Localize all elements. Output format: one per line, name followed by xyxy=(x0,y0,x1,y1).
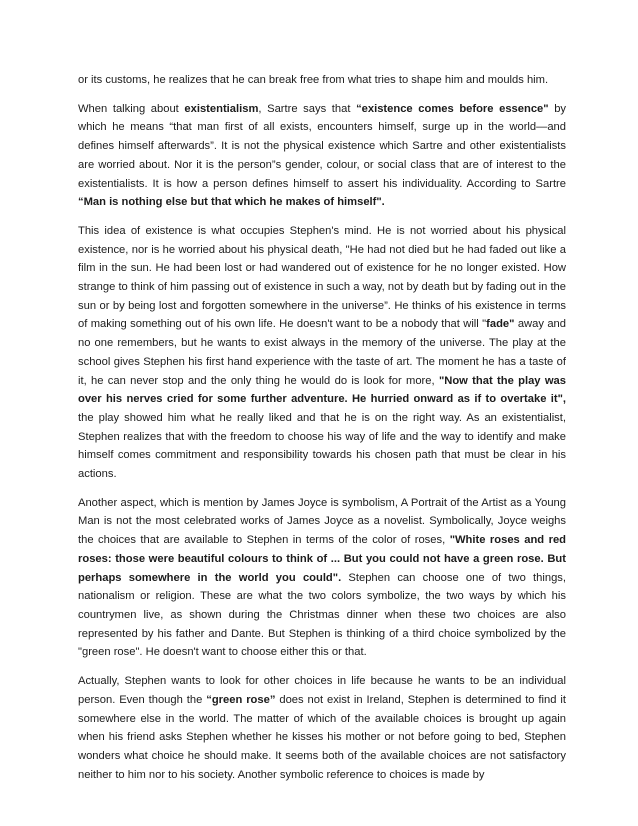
text-run: Stephen can choose one of two things, nationalism or religion. These are what the two colors symbolize, the two ways by which his countrymen live, as shown during the Christmas dinner when these two choices are also represented by his father and Dante. But Stephen is thinking of a third choice symbolized by the "green rose". He doesn't want to choose either this or that. xyxy=(78,571,566,659)
text-run: by which he means “that man first of all exists, encounters himself, surge up in the world—and defines himself afterwards”. It is not the physical existence which Sartre and other existentialists are worried about. Nor it is the person”s gender, colour, or social class that are of interest to the existentialists. It is how a person defines himself to assert his individuality. According to Sartre xyxy=(78,102,567,190)
paragraph-1 xyxy=(78,71,566,90)
paragraph-5 xyxy=(78,672,566,784)
text-run: , Sartre says that xyxy=(258,102,357,115)
text-run: or its customs, he realizes that he can break free from what tries to shape him and moulds him. xyxy=(78,74,549,86)
document-page xyxy=(78,71,566,794)
bold-run: "Now that the play was over his nerves cried for some further adventure. He hurried onward as if to overtake it", xyxy=(78,374,566,406)
text-run: When talking about xyxy=(78,102,185,115)
bold-run: "White roses and red roses: those were beautiful colours to think of ... But you could not have a green rose. But perhaps somewhere in the world you could". xyxy=(78,534,567,584)
paragraph-3 xyxy=(78,222,566,484)
text-run: the play showed him what he really liked and that he is on the right way. As an existentialist, Stephen realizes that with the freedom to choose his way of life and the way to identify and make himself comes commitment and responsibility towards his chosen path that must be clear in his actions. xyxy=(78,411,566,481)
paragraph-4 xyxy=(78,494,566,662)
bold-run: “existence comes before essence" xyxy=(356,102,549,115)
bold-run: fade" xyxy=(486,318,515,331)
bold-run: “green rose” xyxy=(206,693,276,706)
text-run: does not exist in Ireland, Stephen is determined to find it somewhere else in the world. The matter of which of the available choices is brought up again when his friend asks Stephen whether he kisses his mother or not before going to bed, Stephen wonders what choice he should make. It seems both of the available choices are not satisfactory neither to him nor to his society. Another symbolic reference to choices is made by xyxy=(78,693,566,781)
text-run: Actually, Stephen wants to look for other choices in life because he wants to be an individual person. Even though the xyxy=(78,675,566,706)
text-run: Another aspect, which is mention by James Joyce is symbolism, A Portrait of the Artist as a Young Man is not the most celebrated works of James Joyce as a novelist. Symbolically, Joyce weighs the choices that are available to Stephen in terms of the color of roses, xyxy=(78,496,566,547)
bold-run: existentialism xyxy=(184,102,259,115)
text-run: away and no one remembers, but he wants to exist always in the memory of the universe. The play at the school gives Stephen his first hand experience with the taste of art. The moment he has a taste of it, he can never stop and the only thing he would do is look for more, xyxy=(78,318,566,387)
paragraph-2 xyxy=(78,100,566,212)
text-run: This idea of existence is what occupies Stephen's mind. He is not worried about his physical existence, nor is he worried about his physical death, "He had not died but he had faded out like a film in the sun. He had been lost or had wandered out of existence for he no longer existed. How strange to think of him passing out of existence in such a way, not by death but by fading out in the sun or by being lost and forgotten somewhere in the universe”. He thinks of his existence in terms of making something out of his own life. He doesn't want to be a nobody that will " xyxy=(78,224,566,331)
bold-run: “Man is nothing else but that which he makes of himself". xyxy=(78,196,385,209)
